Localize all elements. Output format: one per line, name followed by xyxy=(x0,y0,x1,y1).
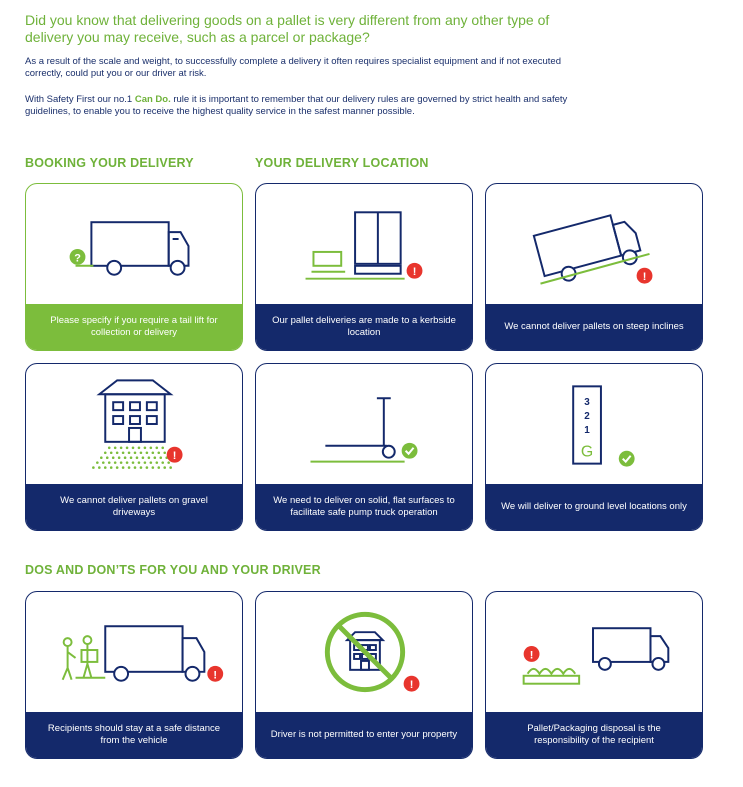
card-caption: Driver is not permitted to enter your property xyxy=(256,712,472,758)
svg-text:!: ! xyxy=(529,649,534,662)
card-caption: We need to deliver on solid, flat surfaces to facilitate safe pump truck operation xyxy=(256,484,472,530)
people-truck-warning-icon xyxy=(26,592,242,712)
intro-question: Did you know that delivering goods on a pallet is very different from any other type of delivery you may receive, such as a parcel or package? xyxy=(25,12,550,45)
intro-paragraph-1: As a result of the scale and weight, to successfully complete a delivery it often requires specialist equipment and if not executed correctly, could put you or our driver at risk. xyxy=(25,56,561,79)
card-caption: Our pallet deliveries are made to a kerbside location xyxy=(256,304,472,350)
card-incline xyxy=(485,183,703,351)
card-caption: We will deliver to ground level locations only xyxy=(486,484,702,530)
lift-floor-label-ground: G xyxy=(580,443,594,461)
intro-p2-before: With Safety First our no.1 xyxy=(25,94,135,105)
card-safe-distance xyxy=(25,591,243,759)
lift-floor-label: 2 xyxy=(584,411,590,423)
pallet-kerbside-warning-icon xyxy=(256,184,472,304)
house-gravel-warning-icon xyxy=(26,364,242,484)
card-tail-lift xyxy=(25,183,243,351)
truck-incline-warning-icon xyxy=(486,184,702,304)
truck-question-icon xyxy=(26,184,242,304)
card-no-entry xyxy=(255,591,473,759)
svg-text:!: ! xyxy=(642,271,647,284)
card-caption: Please specify if you require a tail lift for collection or delivery xyxy=(26,304,242,350)
pump-truck-check-icon xyxy=(256,364,472,484)
svg-text:!: ! xyxy=(412,266,417,279)
brand-can-do: Can Do. xyxy=(134,94,171,105)
section-booking-heading: BOOKING YOUR DELIVERY xyxy=(25,156,194,170)
intro-paragraph-2 xyxy=(25,94,585,117)
intro-p2-after: rule it is important to remember that our delivery rules are governed by strict health and safety guidelines, to enable you to receive the highest quality service in the safest manner possible. xyxy=(25,94,568,117)
card-gravel xyxy=(25,363,243,531)
svg-text:?: ? xyxy=(74,252,81,265)
card-caption: Pallet/Packaging disposal is the responsibility of the recipient xyxy=(486,712,702,758)
card-kerbside xyxy=(255,183,473,351)
card-caption: We cannot deliver pallets on steep inclines xyxy=(486,304,702,350)
svg-text:!: ! xyxy=(409,679,414,692)
svg-text:!: ! xyxy=(213,669,218,682)
svg-text:!: ! xyxy=(172,450,177,463)
section-location-heading: YOUR DELIVERY LOCATION xyxy=(255,156,429,170)
lift-floor-label: 1 xyxy=(584,424,590,436)
card-disposal xyxy=(485,591,703,759)
card-caption: We cannot deliver pallets on gravel driveways xyxy=(26,484,242,530)
card-caption: Recipients should stay at a safe distance from the vehicle xyxy=(26,712,242,758)
packaging-truck-warning-icon xyxy=(486,592,702,712)
no-entry-house-warning-icon xyxy=(256,592,472,712)
lift-floor-label: 3 xyxy=(584,397,590,409)
section-dos-donts-heading: DOS AND DON’TS FOR YOU AND YOUR DRIVER xyxy=(25,563,321,577)
lift-ground-level-check-icon xyxy=(486,364,702,484)
card-ground-level xyxy=(485,363,703,531)
card-pump-truck xyxy=(255,363,473,531)
